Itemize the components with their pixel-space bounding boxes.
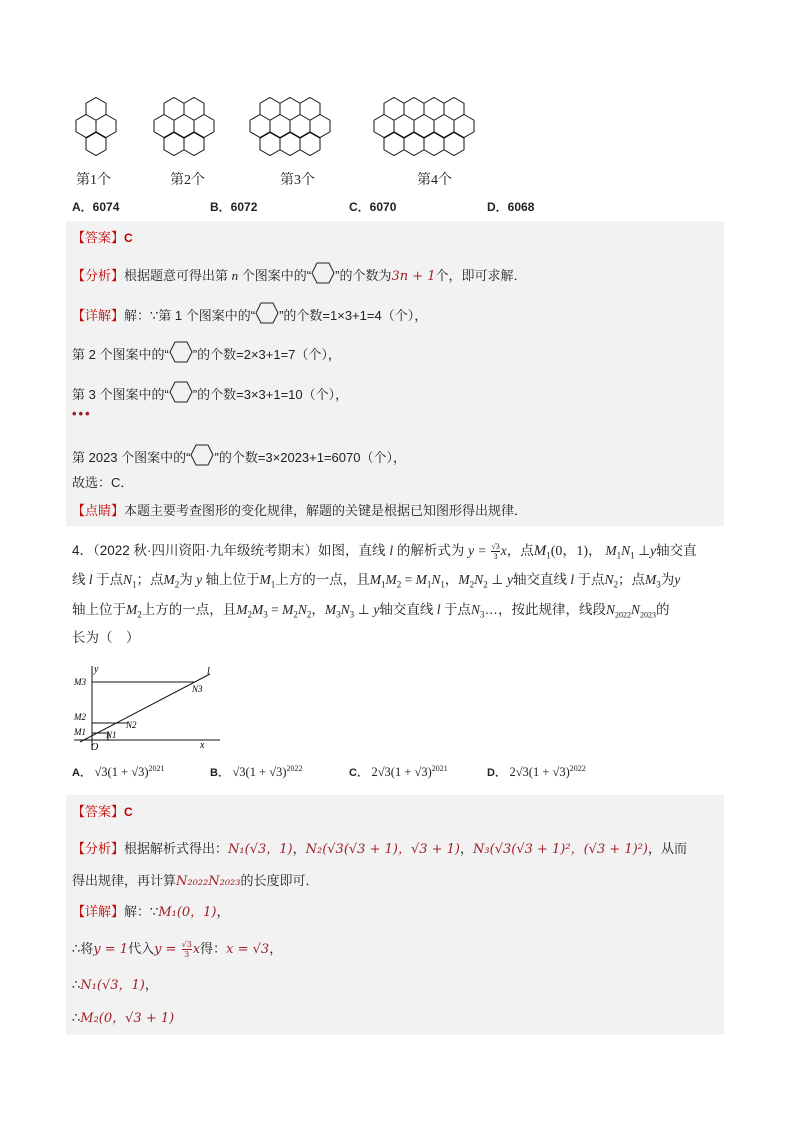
q4-graph: [70, 660, 230, 752]
m2-label: M2: [74, 712, 86, 722]
q3-answer: 【答案】C: [72, 230, 133, 245]
q4-option-d: D． $2√3(1 + √3)^{2022}$: [487, 764, 586, 780]
line-l-label: l: [207, 666, 210, 677]
n1-label: N1: [106, 730, 117, 740]
m3-label: M3: [74, 677, 86, 687]
q3-detail-3: 第 3 个图案中的“ ”的个数=3×3+1=10（个），: [72, 381, 348, 403]
n3-label: N3: [192, 684, 203, 694]
q4-line-1: 4．（2022 秋·四川资阳·九年级统考期末）如图，直线 l 的解析式为 y = $\frac{√3}{3}$ x，点$M_1(0$，1)， $M_1N_1$ ⊥y轴交直: [72, 541, 697, 561]
q4-answer: 【答案】C: [72, 804, 133, 819]
q4-line-2: 线 l 于点$N_1$；点$M_2$为 y 轴上位于$M_1$上方的一点，且$M_1M_2 = M_1N_1$，$M_2N_2$ ⊥ y轴交直线 l 于点$N_2$；点$M_3$为y: [72, 572, 681, 590]
caption-2: 第2个: [170, 173, 205, 188]
option-b: B．6072: [210, 200, 258, 214]
q4-detail-4: ∴M₂(0，√3 + 1): [72, 1010, 175, 1026]
q3-detail-2: 第 2 个图案中的“ ”的个数=2×3+1=7（个），: [72, 341, 341, 363]
q4-option-c: C． $2√3(1 + √3)^{2021}$: [349, 764, 448, 780]
q4-option-b: B． $√3(1 + √3)^{2022}$: [210, 764, 303, 780]
pattern-2: [154, 98, 214, 156]
q4-analysis: 【分析】根据解析式得出：N₁(√3，1)，N₂(√3(√3 + 1)，√3 + 1)，N₃(√3(√3 + 1)²，(√3 + 1)²)，从而: [72, 841, 688, 857]
n2-label: N2: [126, 720, 137, 730]
caption-4: 第4个: [417, 173, 452, 188]
q4-analysis-2: 得出规律，再计算N₂₀₂₂N₂₀₂₃的长度即可．: [72, 873, 319, 889]
caption-3: 第3个: [280, 173, 315, 188]
q3-detail-4: 第 2023 个图案中的“ ”的个数=3×2023+1=6070（个），: [72, 444, 406, 466]
pattern-1: [76, 98, 116, 156]
option-c: C．6070: [349, 200, 397, 214]
pattern-4: [374, 98, 474, 156]
q3-ellipsis: •••: [72, 406, 92, 421]
hexagon-icon: [311, 262, 335, 284]
q4-detail-3: ∴N₁(√3，1)，: [72, 977, 158, 993]
hexagon-icon: [169, 381, 193, 403]
q3-comment: 【点睛】本题主要考查图形的变化规律，解题的关键是根据已知图形得出规律．: [72, 503, 528, 518]
q4-detail-2: ∴将y = 1代入y = $\frac{√3}{3}$ x得：x = √3，: [72, 940, 283, 960]
q4-line-4: 长为（ ）: [72, 630, 140, 645]
origin-label: O: [91, 742, 99, 752]
hexagon-icon: [169, 341, 193, 363]
option-d: D．6068: [487, 200, 535, 214]
q3-analysis: 【分析】根据题意可得出第 n 个图案中的“ ”的个数为3n + 1个，即可求解．: [72, 262, 527, 284]
hexagon-icon: [255, 302, 279, 324]
hexagon-pattern-figure: [66, 96, 506, 168]
option-a: A．6074: [72, 200, 120, 214]
q4-detail-1: 【详解】解：∵M₁(0，1)，: [72, 904, 230, 920]
pattern-3: [250, 98, 330, 156]
axis-x-label: x: [200, 740, 205, 751]
q4-option-a: A． $√3(1 + √3)^{2021}$: [72, 764, 165, 780]
hexagon-icon: [190, 444, 214, 466]
q3-detail-1: 【详解】解：∵第 1 个图案中的“ ”的个数=1×3+1=4（个），: [72, 302, 427, 324]
caption-1: 第1个: [76, 173, 111, 188]
q4-line-3: 轴上位于$M_2$上方的一点，且$M_2M_3 = M_2N_2$，$M_3N_3$ ⊥ y轴交直线 l 于点$N_3\dots$，按此规律，线段$N_{2022}N_{2023}$的: [72, 602, 670, 620]
m1-label: M1: [74, 727, 86, 737]
axis-y-label: y: [94, 664, 99, 675]
q3-choose: 故选：C．: [72, 475, 134, 490]
